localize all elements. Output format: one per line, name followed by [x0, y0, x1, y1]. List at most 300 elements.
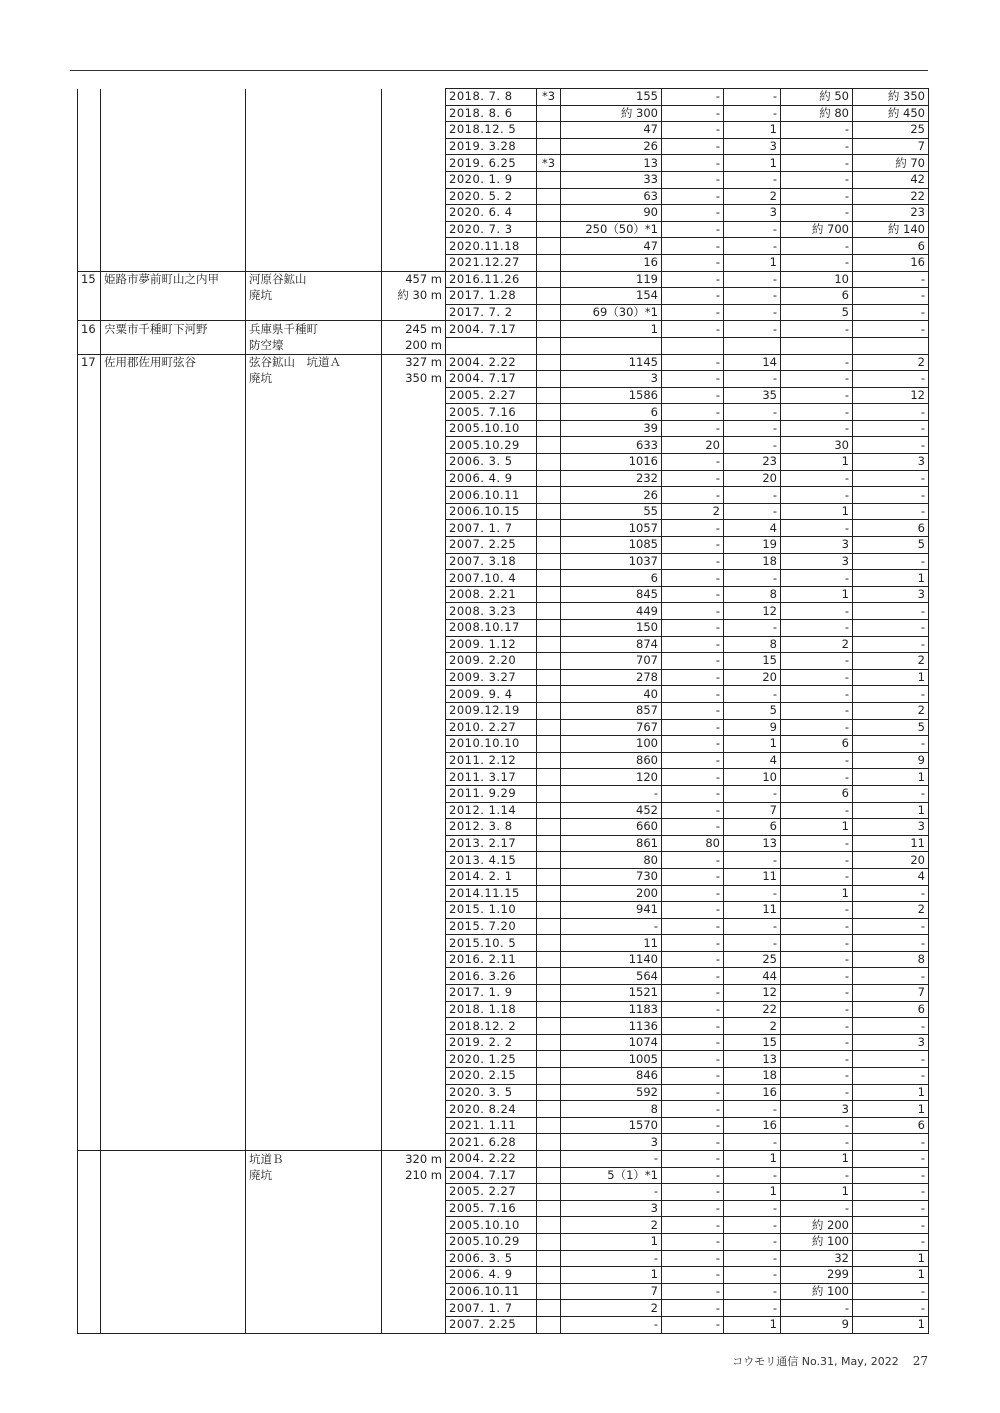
site-name-cell [246, 1001, 382, 1018]
altitude-cell [382, 1034, 446, 1051]
altitude-cell [382, 636, 446, 653]
count-a-cell: - [662, 819, 724, 836]
site-name-cell [246, 537, 382, 554]
altitude-cell [382, 702, 446, 719]
altitude-cell [382, 1018, 446, 1035]
count-c-cell: - [781, 935, 853, 952]
count-b-cell: 6 [724, 819, 781, 836]
count-b-cell: - [724, 570, 781, 587]
site-name-cell: 廃坑 [246, 371, 382, 388]
location-cell [101, 985, 246, 1002]
site-name-cell [246, 420, 382, 437]
site-name-cell: 弦谷鉱山 坑道Ａ [246, 354, 382, 371]
count-total-cell: - [561, 1250, 662, 1267]
count-a-cell: - [662, 1217, 724, 1234]
note-mark-cell [537, 1300, 561, 1317]
count-total-cell: 13 [561, 155, 662, 172]
count-total-cell: 7 [561, 1283, 662, 1300]
count-total-cell: 846 [561, 1068, 662, 1085]
count-d-cell: - [853, 1300, 929, 1317]
site-name-cell [246, 835, 382, 852]
count-c-cell: - [781, 985, 853, 1002]
survey-date-cell: 2014.11.15 [446, 885, 537, 902]
note-mark-cell [537, 254, 561, 271]
count-d-cell: 3 [853, 819, 929, 836]
table-row [78, 885, 929, 902]
table-row [78, 785, 929, 802]
count-b-cell: - [724, 1300, 781, 1317]
count-b-cell: - [724, 371, 781, 388]
survey-date-cell: 2021.12.27 [446, 254, 537, 271]
count-c-cell: 約 80 [781, 105, 853, 122]
count-a-cell: - [662, 1101, 724, 1118]
count-b-cell: 8 [724, 586, 781, 603]
count-b-cell: 44 [724, 968, 781, 985]
survey-date-cell: 2011. 2.12 [446, 752, 537, 769]
survey-date-cell: 2005.10.10 [446, 1217, 537, 1234]
site-name-cell [246, 752, 382, 769]
location-cell [101, 736, 246, 753]
table-row [78, 470, 929, 487]
altitude-cell [382, 1250, 446, 1267]
table-row [78, 420, 929, 437]
count-total-cell: 55 [561, 503, 662, 520]
altitude-cell [382, 304, 446, 321]
count-b-cell: 4 [724, 752, 781, 769]
count-c-cell: - [781, 752, 853, 769]
site-number-cell [78, 1134, 101, 1151]
count-a-cell: - [662, 868, 724, 885]
survey-date-cell: 2009.12.19 [446, 702, 537, 719]
location-cell [101, 1283, 246, 1300]
survey-date-cell: 2005. 7.16 [446, 1200, 537, 1217]
count-c-cell: - [781, 918, 853, 935]
note-mark-cell [537, 354, 561, 371]
count-d-cell: 2 [853, 354, 929, 371]
site-name-cell [246, 669, 382, 686]
location-cell [101, 935, 246, 952]
count-d-cell: - [853, 503, 929, 520]
table-row [78, 902, 929, 919]
count-c-cell: - [781, 1134, 853, 1151]
site-name-cell [246, 1316, 382, 1333]
count-a-cell: - [662, 1051, 724, 1068]
table-row [78, 1068, 929, 1085]
survey-table [77, 88, 929, 1334]
site-number-cell [78, 553, 101, 570]
count-total-cell: 1 [561, 321, 662, 338]
location-cell [101, 1250, 246, 1267]
site-number-cell [78, 1101, 101, 1118]
count-a-cell: - [662, 769, 724, 786]
count-total-cell: 1570 [561, 1117, 662, 1134]
count-total-cell: 2 [561, 1217, 662, 1234]
count-b-cell: 20 [724, 470, 781, 487]
count-total-cell: 1145 [561, 354, 662, 371]
note-mark-cell [537, 238, 561, 255]
table-row [78, 968, 929, 985]
count-a-cell: - [662, 1300, 724, 1317]
site-number-cell [78, 785, 101, 802]
count-total-cell: 47 [561, 238, 662, 255]
count-b-cell: - [724, 321, 781, 338]
altitude-cell [382, 785, 446, 802]
count-d-cell: 16 [853, 254, 929, 271]
count-c-cell: - [781, 1084, 853, 1101]
table-row [78, 354, 929, 371]
count-total-cell: 861 [561, 835, 662, 852]
location-cell [101, 968, 246, 985]
site-number-cell [78, 188, 101, 205]
count-b-cell: 2 [724, 188, 781, 205]
site-name-cell [246, 89, 382, 106]
location-cell [101, 719, 246, 736]
note-mark-cell [537, 985, 561, 1002]
survey-date-cell: 2004. 2.22 [446, 354, 537, 371]
count-c-cell: - [781, 155, 853, 172]
table-row [78, 570, 929, 587]
site-number-cell [78, 420, 101, 437]
note-mark-cell [537, 337, 561, 354]
survey-date-cell: 2012. 3. 8 [446, 819, 537, 836]
count-d-cell: 3 [853, 454, 929, 471]
count-d-cell: 1 [853, 669, 929, 686]
count-total-cell: 660 [561, 819, 662, 836]
altitude-cell: 350 m [382, 371, 446, 388]
note-mark-cell [537, 1101, 561, 1118]
location-cell [101, 902, 246, 919]
count-c-cell: - [781, 1167, 853, 1184]
count-c-cell: - [781, 769, 853, 786]
altitude-cell [382, 1316, 446, 1333]
count-total-cell: 26 [561, 487, 662, 504]
count-d-cell: 4 [853, 868, 929, 885]
site-name-cell [246, 736, 382, 753]
note-mark-cell [537, 620, 561, 637]
table-row [78, 553, 929, 570]
count-a-cell: - [662, 702, 724, 719]
survey-date-cell: 2011. 3.17 [446, 769, 537, 786]
count-a-cell: - [662, 620, 724, 637]
count-b-cell: 15 [724, 1034, 781, 1051]
site-name-cell [246, 437, 382, 454]
count-a-cell: - [662, 470, 724, 487]
count-b-cell: 3 [724, 138, 781, 155]
count-total-cell: 232 [561, 470, 662, 487]
location-cell [101, 653, 246, 670]
count-d-cell: 6 [853, 1001, 929, 1018]
count-c-cell: - [781, 702, 853, 719]
count-d-cell: - [853, 470, 929, 487]
site-number-cell [78, 951, 101, 968]
count-b-cell: 11 [724, 902, 781, 919]
location-cell [101, 1034, 246, 1051]
note-mark-cell [537, 454, 561, 471]
survey-date-cell: 2006.10.15 [446, 503, 537, 520]
site-name-cell: 兵庫県千種町 [246, 321, 382, 338]
survey-date-cell: 2007. 1. 7 [446, 520, 537, 537]
table-row [78, 271, 929, 288]
location-cell [101, 1101, 246, 1118]
location-cell [101, 1018, 246, 1035]
count-c-cell: 3 [781, 537, 853, 554]
site-name-cell [246, 586, 382, 603]
count-b-cell: - [724, 1283, 781, 1300]
note-mark-cell [537, 951, 561, 968]
count-c-cell: - [781, 902, 853, 919]
site-number-cell [78, 736, 101, 753]
site-name-cell [246, 653, 382, 670]
note-mark-cell [537, 1084, 561, 1101]
altitude-cell [382, 238, 446, 255]
site-number-cell [78, 570, 101, 587]
location-cell [101, 1233, 246, 1250]
note-mark-cell [537, 1151, 561, 1168]
site-name-cell [246, 503, 382, 520]
note-mark-cell [537, 968, 561, 985]
count-a-cell: - [662, 736, 724, 753]
count-d-cell: - [853, 1151, 929, 1168]
location-cell [101, 702, 246, 719]
table-row [78, 985, 929, 1002]
count-total-cell: 1140 [561, 951, 662, 968]
count-d-cell: - [853, 1283, 929, 1300]
site-number-cell [78, 254, 101, 271]
site-number-cell [78, 171, 101, 188]
table-row [78, 238, 929, 255]
location-cell [101, 155, 246, 172]
survey-date-cell: 2015.10. 5 [446, 935, 537, 952]
site-number-cell [78, 636, 101, 653]
table-row [78, 603, 929, 620]
count-a-cell: - [662, 669, 724, 686]
survey-date-cell: 2009. 3.27 [446, 669, 537, 686]
count-total-cell: 1183 [561, 1001, 662, 1018]
location-cell [101, 1051, 246, 1068]
site-name-cell: 廃坑 [246, 288, 382, 305]
table-row [78, 802, 929, 819]
count-c-cell: - [781, 1001, 853, 1018]
altitude-cell [382, 437, 446, 454]
count-a-cell: - [662, 371, 724, 388]
table-row [78, 1217, 929, 1234]
site-name-cell [246, 1117, 382, 1134]
note-mark-cell [537, 1233, 561, 1250]
count-a-cell: - [662, 1250, 724, 1267]
survey-date-cell: 2020. 5. 2 [446, 188, 537, 205]
survey-date-cell: 2005.10.29 [446, 437, 537, 454]
count-b-cell: 8 [724, 636, 781, 653]
site-number-cell [78, 769, 101, 786]
survey-date-cell: 2006.10.11 [446, 487, 537, 504]
table-row [78, 951, 929, 968]
site-number-cell [78, 304, 101, 321]
survey-date-cell: 2018. 7. 8 [446, 89, 537, 106]
survey-date-cell: 2016. 3.26 [446, 968, 537, 985]
altitude-cell [382, 520, 446, 537]
note-mark-cell [537, 437, 561, 454]
note-mark-cell [537, 1217, 561, 1234]
count-b-cell: 1 [724, 1316, 781, 1333]
survey-date-cell: 2018.12. 5 [446, 122, 537, 139]
count-a-cell: - [662, 354, 724, 371]
survey-date-cell: 2008. 2.21 [446, 586, 537, 603]
count-b-cell: 16 [724, 1084, 781, 1101]
count-d-cell: - [853, 785, 929, 802]
count-d-cell: - [853, 736, 929, 753]
note-mark-cell [537, 105, 561, 122]
site-number-cell [78, 885, 101, 902]
count-d-cell: - [853, 553, 929, 570]
altitude-cell [382, 985, 446, 1002]
site-number-cell [78, 586, 101, 603]
count-total-cell: 564 [561, 968, 662, 985]
altitude-cell [382, 254, 446, 271]
site-number-cell [78, 902, 101, 919]
count-a-cell: - [662, 603, 724, 620]
altitude-cell [382, 819, 446, 836]
count-c-cell: 30 [781, 437, 853, 454]
site-number-cell [78, 371, 101, 388]
note-mark-cell [537, 1184, 561, 1201]
location-cell [101, 89, 246, 106]
count-c-cell: - [781, 404, 853, 421]
count-d-cell: - [853, 404, 929, 421]
count-c-cell: 1 [781, 885, 853, 902]
count-b-cell: - [724, 1134, 781, 1151]
site-name-cell [246, 487, 382, 504]
table-row [78, 304, 929, 321]
note-mark-cell [537, 835, 561, 852]
altitude-cell [382, 586, 446, 603]
count-b-cell: - [724, 918, 781, 935]
table-row [78, 1267, 929, 1284]
altitude-cell [382, 653, 446, 670]
site-number-cell [78, 1018, 101, 1035]
count-total-cell: - [561, 918, 662, 935]
altitude-cell [382, 1084, 446, 1101]
count-d-cell: - [853, 620, 929, 637]
altitude-cell [382, 1134, 446, 1151]
count-total-cell: 707 [561, 653, 662, 670]
location-cell [101, 188, 246, 205]
altitude-cell [382, 404, 446, 421]
table-row [78, 1101, 929, 1118]
survey-date-cell: 2021. 6.28 [446, 1134, 537, 1151]
site-name-cell [246, 254, 382, 271]
count-d-cell: 約 450 [853, 105, 929, 122]
site-number-cell [78, 155, 101, 172]
note-mark-cell [537, 288, 561, 305]
site-name-cell [246, 138, 382, 155]
note-mark-cell [537, 752, 561, 769]
count-a-cell: - [662, 205, 724, 222]
count-total-cell: - [561, 1184, 662, 1201]
note-mark-cell [537, 553, 561, 570]
location-cell [101, 288, 246, 305]
table-row [78, 935, 929, 952]
note-mark-cell [537, 819, 561, 836]
note-mark-cell [537, 719, 561, 736]
count-a-cell: - [662, 321, 724, 338]
note-mark-cell [537, 669, 561, 686]
count-b-cell: - [724, 271, 781, 288]
count-c-cell: 10 [781, 271, 853, 288]
count-b-cell: - [724, 487, 781, 504]
site-name-cell [246, 122, 382, 139]
table-row [78, 686, 929, 703]
altitude-cell [382, 105, 446, 122]
note-mark-cell [537, 420, 561, 437]
count-total-cell: 941 [561, 902, 662, 919]
site-name-cell [246, 470, 382, 487]
site-number-cell [78, 437, 101, 454]
count-c-cell: 6 [781, 288, 853, 305]
count-a-cell: - [662, 288, 724, 305]
altitude-cell: 457 m [382, 271, 446, 288]
count-b-cell: - [724, 1101, 781, 1118]
survey-date-cell: 2009. 9. 4 [446, 686, 537, 703]
site-number-cell [78, 1250, 101, 1267]
count-b-cell: 1 [724, 122, 781, 139]
note-mark-cell [537, 537, 561, 554]
site-number-cell [78, 852, 101, 869]
altitude-cell [382, 719, 446, 736]
note-mark-cell [537, 736, 561, 753]
count-a-cell: - [662, 238, 724, 255]
site-number-cell [78, 470, 101, 487]
note-mark-cell [537, 1134, 561, 1151]
note-mark-cell [537, 918, 561, 935]
altitude-cell [382, 968, 446, 985]
site-name-cell [246, 968, 382, 985]
count-a-cell: - [662, 520, 724, 537]
survey-date-cell: 2010.10.10 [446, 736, 537, 753]
site-name-cell [246, 985, 382, 1002]
count-total-cell: 3 [561, 371, 662, 388]
site-name-cell [246, 1134, 382, 1151]
count-total-cell: 6 [561, 404, 662, 421]
site-name-cell [246, 1034, 382, 1051]
page-number: 27 [912, 1354, 928, 1368]
count-b-cell: - [724, 885, 781, 902]
survey-date-cell [446, 337, 537, 354]
count-d-cell: - [853, 1051, 929, 1068]
count-a-cell: - [662, 985, 724, 1002]
count-a-cell: - [662, 454, 724, 471]
site-number-cell [78, 1151, 101, 1168]
survey-date-cell: 2018.12. 2 [446, 1018, 537, 1035]
location-cell [101, 1134, 246, 1151]
note-mark-cell [537, 171, 561, 188]
count-total-cell: 1074 [561, 1034, 662, 1051]
survey-date-cell: 2010. 2.27 [446, 719, 537, 736]
count-c-cell: - [781, 205, 853, 222]
count-total-cell: 120 [561, 769, 662, 786]
survey-date-cell: 2020. 7. 3 [446, 221, 537, 238]
count-c-cell: 9 [781, 1316, 853, 1333]
note-mark-cell: *3 [537, 89, 561, 106]
count-b-cell: 5 [724, 702, 781, 719]
site-number-cell: 15 [78, 271, 101, 288]
table-row [78, 835, 929, 852]
site-number-cell [78, 1300, 101, 1317]
note-mark-cell [537, 1316, 561, 1333]
survey-date-cell: 2005.10.10 [446, 420, 537, 437]
table-row [78, 321, 929, 338]
table-row [78, 586, 929, 603]
site-name-cell [246, 902, 382, 919]
